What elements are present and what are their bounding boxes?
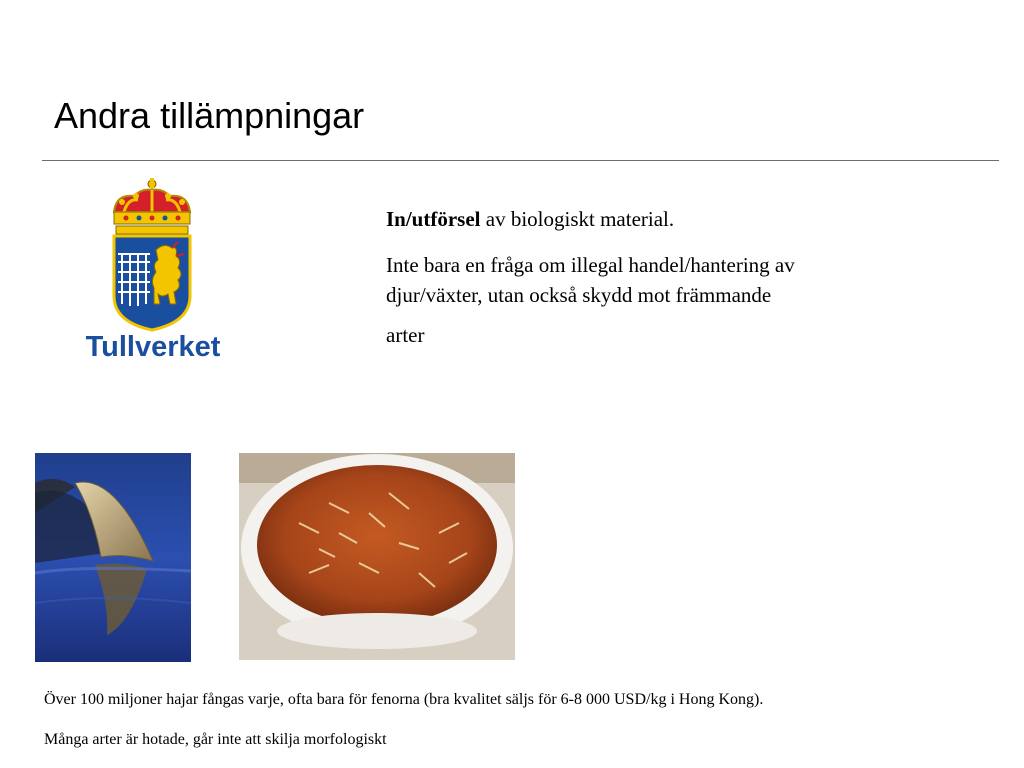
body-text bbox=[386, 204, 906, 360]
slide-title: Andra tillämpningar bbox=[54, 95, 365, 136]
description-line-2: djur/växter, utan också skydd mot främmande bbox=[386, 283, 772, 307]
paragraph-export-bold: In/utförsel bbox=[386, 207, 481, 231]
caption-threatened-species: Många arter är hotade, går inte att skilja morfologiskt bbox=[44, 731, 387, 748]
paragraph-export bbox=[386, 204, 906, 234]
description-line-3: arter bbox=[386, 323, 425, 347]
shark-fin-photo bbox=[35, 453, 191, 662]
crown-icon bbox=[114, 178, 190, 234]
tullverket-wordmark: Tullverket bbox=[85, 331, 221, 363]
shark-fin-soup-photo bbox=[239, 453, 515, 660]
title-divider bbox=[42, 160, 999, 161]
paragraph-export-rest: av biologiskt material. bbox=[480, 207, 675, 231]
paragraph-description bbox=[386, 250, 906, 350]
description-line-1: Inte bara en fråga om illegal handel/hantering av bbox=[386, 253, 795, 277]
tullverket-logo bbox=[72, 176, 234, 366]
shield-icon bbox=[114, 236, 190, 330]
caption-shark-stats: Över 100 miljoner hajar fångas varje, ofta bara för fenorna (bra kvalitet säljs för 6-8 000 USD/kg i Hong Kong). bbox=[44, 691, 764, 708]
